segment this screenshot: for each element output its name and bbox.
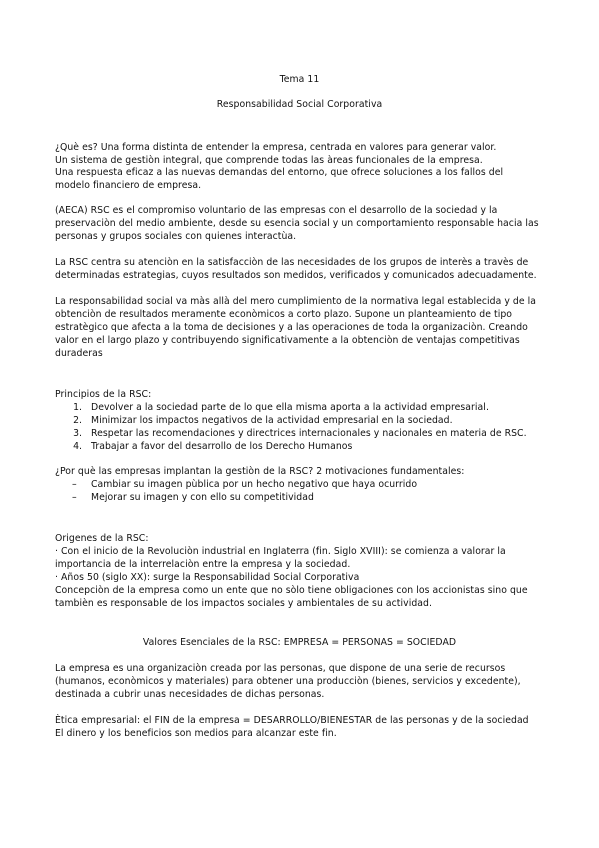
paragraph-line: personas y grupos sociales con quienes interactùa. [55, 231, 297, 242]
paragraph-line: (AECA) RSC es el compromiso voluntario de las empresas con el desarrollo de la sociedad y la [55, 205, 498, 216]
list-item-text: Mejorar su imagen y con ello su competitividad [91, 492, 314, 503]
paragraph-line: determinadas estrategias, cuyos resultados son medidos, verificados y comunicados adecuadamente. [55, 270, 537, 281]
list-number: 4. [73, 441, 82, 452]
paragraph-line: · Con el inicio de la Revoluciòn industrial en Inglaterra (fin. Siglo XVIII): se comienza a valorar la [55, 546, 506, 557]
principios-heading: Principios de la RSC: [55, 389, 152, 400]
paragraph-line: La responsabilidad social va màs allà del mero cumplimiento de la normativa legal establecida y de la [55, 296, 537, 307]
paragraph-line: modelo financiero de empresa. [55, 180, 202, 191]
paragraph-line: La empresa es una organizaciòn creada por las personas, que dispone de una serie de recursos [55, 663, 506, 674]
list-item-text: Respetar las recomendaciones y directrices internacionales y nacionales en materia de RSC. [91, 428, 527, 439]
paragraph-line: (humanos, econòmicos y materiales) para obtener una producciòn (bienes, servicios y excedente), [55, 676, 521, 687]
paragraph-line: tambièn es responsable de los impactos sociales y ambientales de su actividad. [55, 598, 432, 609]
valores-heading: Valores Esenciales de la RSC: EMPRESA = PERSONAS = SOCIEDAD [142, 637, 457, 648]
paragraph-line: Ètica empresarial: el FIN de la empresa = DESARROLLO/BIENESTAR de las personas y de la sociedad [55, 715, 529, 726]
paragraph-line: duraderas [55, 348, 103, 359]
paragraph-line: importancia de la interrelaciòn entre la empresa y la sociedad. [55, 559, 351, 570]
paragraph-line: Una respuesta eficaz a las nuevas demandas del entorno, que ofrece soluciones a los fallos del [55, 167, 504, 178]
paragraph-line: Un sistema de gestiòn integral, que comprende todas las àreas funcionales de la empresa. [55, 155, 483, 166]
paragraph-line: El dinero y los beneficios son medios para alcanzar este fin. [55, 728, 337, 739]
paragraph-line: · Años 50 (siglo XX): surge la Responsabilidad Social Corporativa [55, 572, 360, 583]
list-item-text: Devolver a la sociedad parte de lo que ella misma aporta a la actividad empresarial. [91, 402, 489, 413]
paragraph-line: estratègico que afecta a la toma de decisiones y a las operaciones de toda la organizaciòn. Creando [55, 322, 528, 333]
motivaciones-heading: ¿Por què las empresas implantan la gestiòn de la RSC? 2 motivaciones fundamentales: [55, 466, 465, 477]
document-title: Responsabilidad Social Corporativa [216, 99, 383, 110]
tema-heading: Tema 11 [279, 74, 320, 85]
paragraph-line: obtenciòn de resultados meramente econòmicos a corto plazo. Supone un planteamiento de tipo [55, 309, 513, 320]
paragraph-line: valor en el largo plazo y contribuyendo significativamente a la obtenciòn de ventajas competitivas [55, 335, 520, 346]
list-number: 2. [73, 415, 82, 426]
dash-bullet: – [72, 492, 77, 503]
paragraph-line: preservaciòn del medio ambiente, desde su esencia social y un comportamiento responsable hacia las [55, 218, 539, 229]
list-number: 3. [73, 428, 82, 439]
paragraph-line: Concepciòn de la empresa como un ente que no sòlo tiene obligaciones con los accionistas sino que [55, 585, 528, 596]
origenes-heading: Origenes de la RSC: [55, 533, 149, 544]
dash-bullet: – [72, 479, 77, 490]
paragraph-line: La RSC centra su atenciòn en la satisfacciòn de las necesidades de los grupos de interès a travès de [55, 257, 529, 268]
list-item-text: Trabajar a favor del desarrollo de los Derecho Humanos [91, 441, 353, 452]
list-number: 1. [73, 402, 82, 413]
paragraph-line: ¿Què es? Una forma distinta de entender la empresa, centrada en valores para generar valor. [55, 142, 497, 153]
paragraph-line: destinada a cubrir unas necesidades de dichas personas. [55, 689, 325, 700]
list-item-text: Cambiar su imagen pùblica por un hecho negativo que haya ocurrido [91, 479, 418, 490]
list-item-text: Minimizar los impactos negativos de la actividad empresarial en la sociedad. [91, 415, 453, 426]
